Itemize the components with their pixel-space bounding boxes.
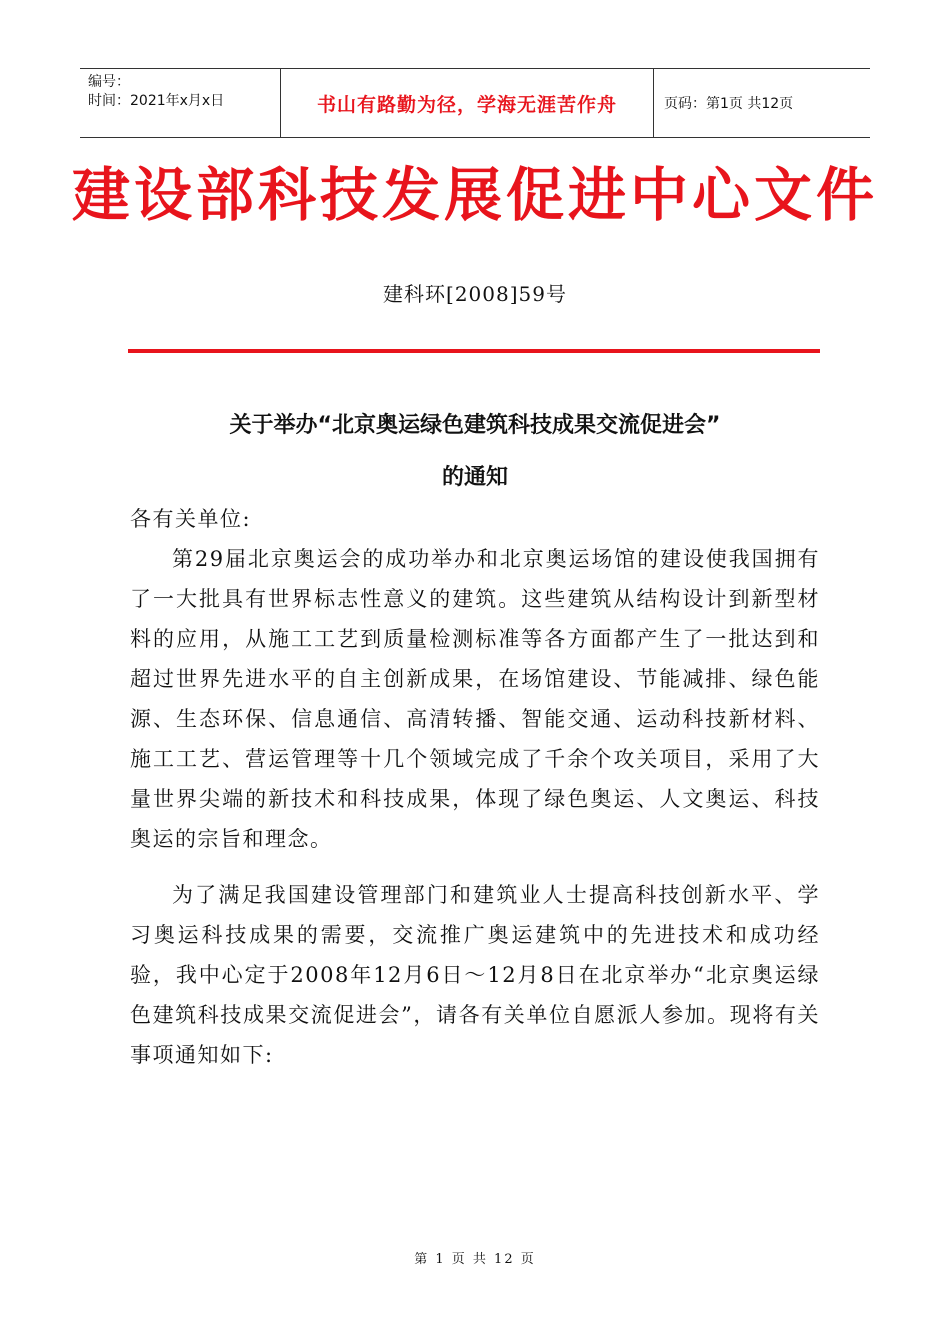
- header-page-info: 页码：第1页 共12页: [664, 96, 794, 112]
- time-label: 时间：2021年x月x日: [88, 93, 225, 109]
- header-motto: 书山有路勤为径，学海无涯苦作舟: [280, 69, 654, 137]
- notice-title-line2: 的通知: [441, 465, 508, 490]
- salutation: 各有关单位:: [130, 507, 252, 531]
- red-divider: [128, 349, 820, 353]
- document-number: 建科环[2008]59号: [383, 282, 567, 306]
- header-table: [80, 68, 870, 138]
- page-footer: 第 1 页 共 12 页: [414, 1252, 536, 1267]
- document-body: [130, 499, 820, 1075]
- document-title: 建设部科技发展促进中心文件: [71, 161, 878, 229]
- notice-title-line1: 关于举办“北京奥运绿色建筑科技成果交流促进会”: [229, 413, 721, 438]
- header-meta: [80, 69, 280, 137]
- paragraph-2: 为了满足我国建设管理部门和建筑业人士提高科技创新水平、学习奥运科技成果的需要，交流推广奥运建筑中的先进技术和成功经验，我中心定于2008年12月6日～12月8日在北京举办“北京奥运绿色建筑科技成果交流促进会”，请各有关单位自愿派人参加。现将有关事项通知如下:: [130, 883, 820, 1067]
- number-label: 编号：: [88, 74, 130, 90]
- notice-title: [0, 400, 950, 504]
- paragraph-1: 第29届北京奥运会的成功举办和北京奥运场馆的建设使我国拥有了一大批具有世界标志性意义的建筑。这些建筑从结构设计到新型材料的应用，从施工工艺到质量检测标准等各方面都产生了一批达到和超过世界先进水平的自主创新成果，在场馆建设、节能减排、绿色能源、生态环保、信息通信、高清转播、智能交通、运动科技新材料、施工工艺、营运管理等十几个领域完成了千余个攻关项目，采用了大量世界尖端的新技术和科技成果，体现了绿色奥运、人文奥运、科技奥运的宗旨和理念。: [130, 547, 820, 851]
